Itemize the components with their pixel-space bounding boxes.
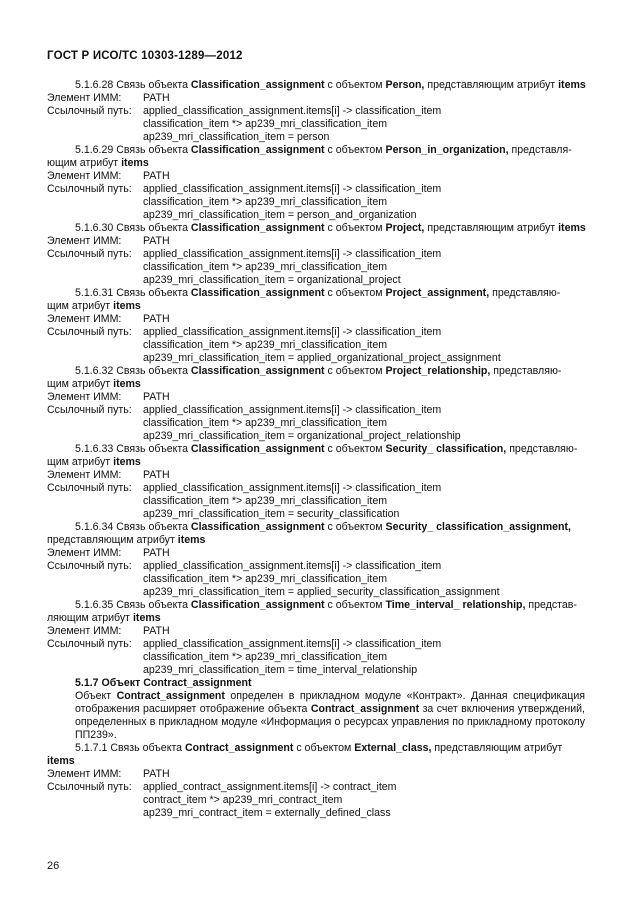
paragraph: Объект Contract_assignment определен в прикладном модуле «Контракт». Данная спецификация отображения расширяет отображение объекта Contract_assignment за счет включения утверждений, определенных в прикладном модуле «Информация о ресурсах управления по прикладному протоколу ПП239».	[75, 690, 585, 741]
element-row: Элемент ИММ: PATH	[47, 625, 170, 637]
ref-path-line: classification_item *> ap239_mri_classification_item	[143, 261, 388, 273]
section-heading-cont: щим атрибут items	[47, 456, 141, 468]
ref-path-line: classification_item *> ap239_mri_classification_item	[143, 118, 388, 130]
ref-path-line: ap239_mri_classification_item = applied_organizational_project_assignment	[143, 352, 501, 364]
section-heading: 5.1.6.28 Связь объекта Classification_assignment с объектом Person, представляющим атрибут items	[75, 79, 586, 91]
section-heading-cont: представляющим атрибут items	[47, 534, 206, 546]
section-heading-cont: ющим атрибут items	[47, 157, 149, 169]
section-heading: 5.1.6.33 Связь объекта Classification_assignment с объектом Security_ classification, представляю-	[75, 443, 578, 455]
ref-path-line: ap239_mri_classification_item = person_and_organization	[143, 209, 417, 221]
ref-path-line: contract_item *> ap239_mri_contract_item	[143, 794, 343, 806]
element-row: Элемент ИММ: PATH	[47, 469, 170, 481]
ref-path-row: Ссылочный путь: applied_classification_assignment.items[i] -> classification_item	[47, 560, 442, 572]
ref-path-row: Ссылочный путь: applied_classification_assignment.items[i] -> classification_item	[47, 638, 442, 650]
element-row: Элемент ИММ: PATH	[47, 547, 170, 559]
ref-path-line: ap239_mri_classification_item = person	[143, 131, 330, 143]
section-heading-cont: щим атрибут items	[47, 378, 141, 390]
ref-path-row: Ссылочный путь: applied_classification_assignment.items[i] -> classification_item	[47, 482, 442, 494]
element-row: Элемент ИММ: PATH	[47, 235, 170, 247]
document-header: ГОСТ Р ИСО/ТС 10303-1289—2012	[47, 50, 243, 62]
ref-path-row: Ссылочный путь: applied_classification_assignment.items[i] -> classification_item	[47, 248, 442, 260]
ref-path-line: classification_item *> ap239_mri_classification_item	[143, 417, 388, 429]
section-heading: 5.1.6.34 Связь объекта Classification_assignment с объектом Security_ classification_assignment,	[75, 521, 571, 533]
section-heading: 5.1.6.30 Связь объекта Classification_assignment с объектом Project, представляющим атрибут items	[75, 222, 586, 234]
element-row: Элемент ИММ: PATH	[47, 313, 170, 325]
section-heading-cont: items	[47, 755, 75, 767]
ref-path-line: ap239_mri_classification_item = organizational_project_relationship	[143, 430, 461, 442]
section-heading: 5.1.6.29 Связь объекта Classification_assignment с объектом Person_in_organization, представля-	[75, 144, 572, 156]
section-heading: 5.1.6.32 Связь объекта Classification_assignment с объектом Project_relationship, представляю-	[75, 365, 562, 377]
ref-path-line: ap239_mri_contract_item = externally_defined_class	[143, 807, 391, 819]
ref-path-line: classification_item *> ap239_mri_classification_item	[143, 339, 388, 351]
element-row: Элемент ИММ: PATH	[47, 391, 170, 403]
element-row: Элемент ИММ: PATH	[47, 170, 170, 182]
section-heading: 5.1.6.35 Связь объекта Classification_assignment с объектом Time_interval_ relationship, представ-	[75, 599, 577, 611]
element-row: Элемент ИММ: PATH	[47, 92, 170, 104]
section-heading: 5.1.7.1 Связь объекта Contract_assignment с объектом External_class, представляющим атрибут	[75, 742, 563, 754]
section-heading-cont: щим атрибут items	[47, 300, 141, 312]
ref-path-row: Ссылочный путь: applied_classification_assignment.items[i] -> classification_item	[47, 326, 442, 338]
page-number: 26	[47, 860, 60, 872]
ref-path-row: Ссылочный путь: applied_classification_assignment.items[i] -> classification_item	[47, 183, 442, 195]
ref-path-line: classification_item *> ap239_mri_classification_item	[143, 573, 388, 585]
ref-path-row: Ссылочный путь: applied_classification_assignment.items[i] -> classification_item	[47, 404, 442, 416]
section-heading: 5.1.6.31 Связь объекта Classification_assignment с объектом Project_assignment, представляю-	[75, 287, 561, 299]
ref-path-line: ap239_mri_classification_item = applied_security_classification_assignment	[143, 586, 500, 598]
ref-path-row: Ссылочный путь: applied_contract_assignment.items[i] -> contract_item	[47, 781, 397, 793]
ref-path-line: classification_item *> ap239_mri_classification_item	[143, 651, 388, 663]
element-row: Элемент ИММ: PATH	[47, 768, 170, 780]
ref-path-line: ap239_mri_classification_item = security_classification	[143, 508, 400, 520]
ref-path-line: classification_item *> ap239_mri_classification_item	[143, 495, 388, 507]
section-title: 5.1.7 Объект Contract_assignment	[75, 677, 252, 689]
ref-path-line: classification_item *> ap239_mri_classification_item	[143, 196, 388, 208]
section-heading-cont: ляющим атрибут items	[47, 612, 161, 624]
page-content	[47, 79, 585, 820]
ref-path-row: Ссылочный путь: applied_classification_assignment.items[i] -> classification_item	[47, 105, 442, 117]
ref-path-line: ap239_mri_classification_item = time_interval_relationship	[143, 664, 418, 676]
ref-path-line: ap239_mri_classification_item = organizational_project	[143, 274, 401, 286]
